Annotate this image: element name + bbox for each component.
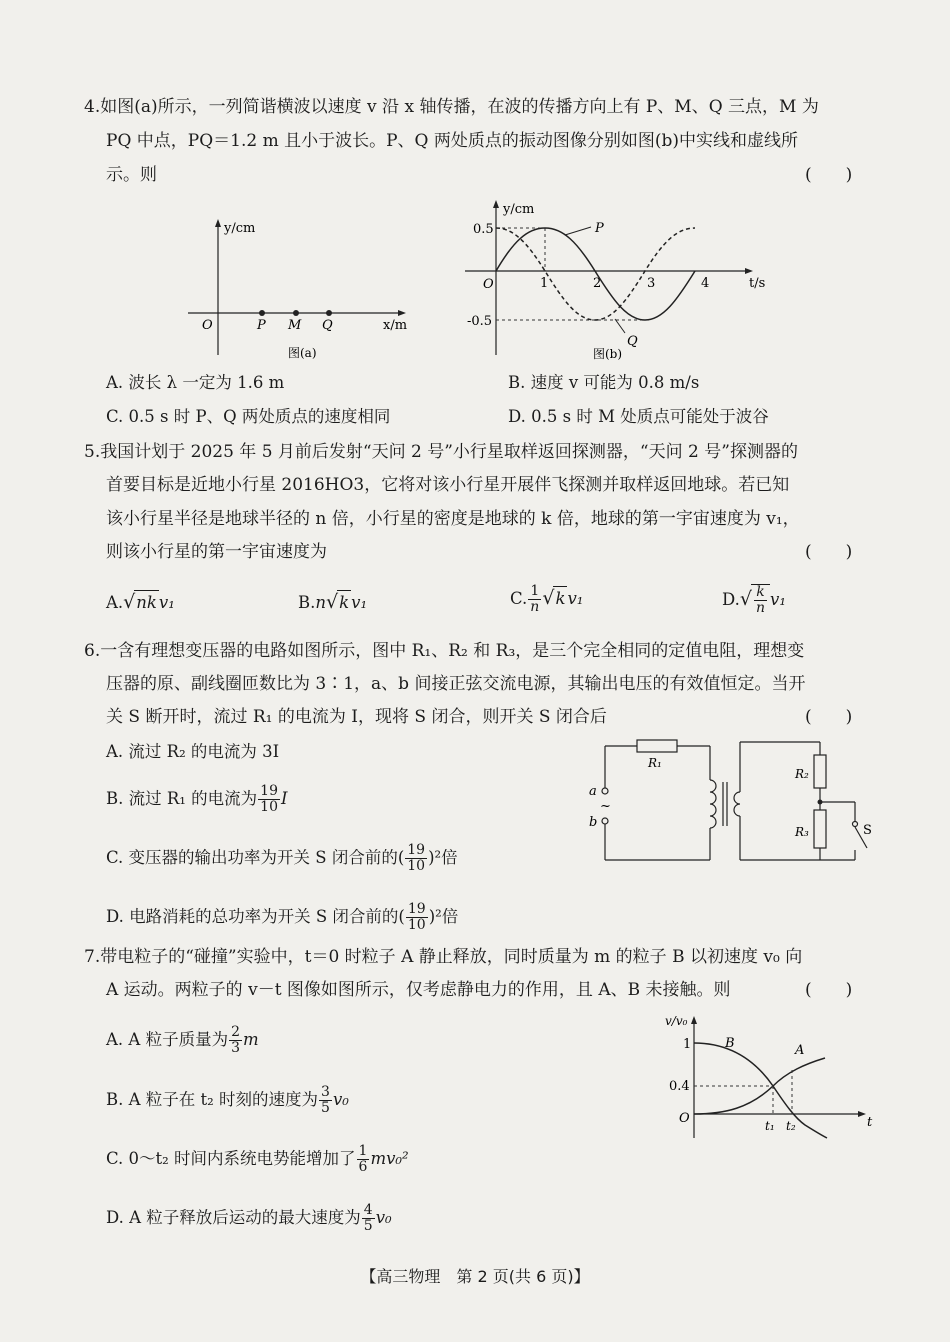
point-q — [326, 310, 332, 316]
fig-b-y-label: y/cm — [503, 202, 535, 217]
fig-a-label-q: Q — [322, 318, 333, 333]
curve-b — [694, 1043, 827, 1138]
q4-line-1: 4.如图(a)所示，一列简谐横波以速度 v 沿 x 轴传播，在波的传播方向上有 P、M、Q 三点，M 为 — [84, 97, 819, 117]
q6-answer-paren: ( ) — [805, 707, 853, 727]
terminal-b — [602, 818, 608, 824]
q5-option-b: B.n√k v₁ — [298, 591, 368, 613]
q6-option-d: D. 电路消耗的总功率为开关 S 闭合前的( $\frac{19}{10}$ )²倍 — [106, 901, 459, 933]
q6-line-2: 压器的原、副线圈匝数比为 3∶1，a、b 间接正弦交流电源，其输出电压的有效值恒定。当开 — [106, 674, 806, 694]
q5-option-a: A.√nk v₁ — [106, 591, 175, 613]
fig-b-y-arrow — [493, 200, 499, 208]
resistor-r1 — [637, 740, 677, 752]
vt-label-a: A — [795, 1043, 805, 1058]
q7-option-a: A. A 粒子质量为 $\frac{2}{3}$ m — [106, 1024, 259, 1056]
resistor-r3 — [814, 810, 826, 848]
q6-circuit — [585, 730, 885, 870]
q6-line-1: 6.一含有理想变压器的电路如图所示，图中 R₁、R₂ 和 R₃，是三个完全相同的定值电阻，理想变 — [84, 641, 805, 661]
fig-a-origin: O — [202, 318, 213, 333]
primary-coil — [710, 780, 716, 828]
curve-p-solid — [496, 228, 695, 320]
fig-b-tick-2: 2 — [593, 276, 602, 291]
fig-b-tick-pos: 0.5 — [473, 222, 494, 237]
q4-option-b: B. 速度 v 可能为 0.8 m/s — [508, 373, 700, 392]
fig-b-tick-3: 3 — [647, 276, 656, 291]
q5-option-d: D.√ $\frac{k}{n}$ v₁ — [722, 584, 786, 616]
q5-option-c: C. $\frac{1}{n}$ √k v₁ — [510, 583, 584, 615]
q7-option-b: B. A 粒子在 t₂ 时刻的速度为 $\frac{3}{5}$ v₀ — [106, 1084, 349, 1116]
vt-y-label: v/v₀ — [665, 1014, 688, 1028]
q7-vt-graph — [655, 1010, 885, 1145]
q4-option-a: A. 波长 λ 一定为 1.6 m — [106, 373, 285, 392]
q7-option-c: C. 0～t₂ 时间内系统电势能增加了 $\frac{1}{6}$ mv₀² — [106, 1143, 409, 1175]
q4-option-c: C. 0.5 s 时 P、Q 两处质点的速度相同 — [106, 407, 391, 426]
q7-line-2: A 运动。两粒子的 v－t 图像如图所示，仅考虑静电力的作用，且 A、B 未接触。则 — [106, 980, 731, 1000]
vt-label-b: B — [725, 1036, 735, 1051]
fig-a-y-arrow — [215, 219, 221, 227]
point-p — [259, 310, 265, 316]
leader-q — [615, 319, 625, 333]
q5-line-1: 5.我国计划于 2025 年 5 月前后发射“天问 2 号”小行星取样返回探测器，“天问 2 号”探测器的 — [84, 442, 798, 462]
label-r2: R₂ — [795, 767, 809, 781]
q6-option-b: B. 流过 R₁ 的电流为 $\frac{19}{10}$ I — [106, 783, 288, 815]
q4-option-d: D. 0.5 s 时 M 处质点可能处于波谷 — [508, 407, 769, 426]
vt-t1: t₁ — [765, 1119, 775, 1133]
fig-a-x-label: x/m — [383, 318, 408, 333]
q5-line-3: 该小行星半径是地球半径的 n 倍，小行星的密度是地球的 k 倍，地球的第一宇宙速度为 v₁， — [106, 509, 800, 529]
label-r1: R₁ — [648, 756, 662, 770]
fig-a-x-arrow — [398, 310, 406, 316]
secondary-coil — [734, 792, 740, 816]
fig-b-tick-neg: -0.5 — [467, 314, 493, 329]
fig-a-label-p: P — [257, 318, 266, 333]
label-s: S — [863, 823, 872, 838]
curve-q-dashed — [496, 228, 695, 320]
fig-b-x-label: t/s — [749, 276, 766, 291]
page-footer: 【高三物理 第 2 页(共 6 页)】 — [360, 1267, 590, 1286]
q7-answer-paren: ( ) — [805, 980, 853, 1000]
fig-a-caption: 图(a) — [288, 346, 317, 360]
vt-t-arrow — [858, 1111, 866, 1117]
q6-option-a: A. 流过 R₂ 的电流为 3I — [106, 742, 280, 761]
vt-t2: t₂ — [786, 1119, 796, 1133]
fig-a-label-m: M — [288, 318, 302, 333]
vt-y-arrow — [691, 1016, 697, 1024]
vt-tick-1: 1 — [683, 1037, 692, 1052]
terminal-a — [602, 788, 608, 794]
q4-answer-paren: ( ) — [805, 165, 853, 185]
q4-figure-b — [465, 195, 785, 365]
vt-tick-04: 0.4 — [669, 1079, 690, 1094]
q6-option-c: C. 变压器的输出功率为开关 S 闭合前的( $\frac{19}{10}$ )²倍 — [106, 842, 458, 874]
leader-p — [565, 227, 591, 235]
fig-b-tick-1: 1 — [540, 276, 549, 291]
label-b: b — [589, 815, 598, 830]
q6-line-3: 关 S 断开时，流过 R₁ 的电流为 I，现将 S 闭合，则开关 S 闭合后 — [106, 707, 607, 727]
vt-origin: O — [679, 1111, 690, 1126]
fig-b-origin: O — [483, 277, 494, 292]
q4-line-2: PQ 中点，PQ＝1.2 m 且小于波长。P、Q 两处质点的振动图像分别如图(b)中实线和虚线所 — [106, 131, 799, 151]
fig-a-y-label: y/cm — [224, 221, 256, 236]
q5-line-2: 首要目标是近地小行星 2016HO3，它将对该小行星开展伴飞探测并取样返回地球。若已知 — [106, 475, 790, 495]
fig-b-label-p: P — [595, 221, 604, 236]
fig-b-t-arrow — [745, 268, 753, 274]
q4-line-3: 示。则 — [106, 165, 157, 185]
label-a: a — [589, 784, 597, 799]
label-r3: R₃ — [795, 825, 809, 839]
fig-b-label-q: Q — [627, 334, 638, 349]
vt-x-label: t — [867, 1115, 873, 1130]
label-ac: ~ — [600, 799, 611, 814]
fig-b-caption: 图(b) — [593, 347, 623, 361]
q5-answer-paren: ( ) — [805, 542, 853, 562]
point-m — [293, 310, 299, 316]
fig-b-tick-4: 4 — [701, 276, 710, 291]
q7-line-1: 7.带电粒子的“碰撞”实验中，t＝0 时粒子 A 静止释放，同时质量为 m 的粒子 B 以初速度 v₀ 向 — [84, 947, 803, 967]
q4-figure-a — [180, 205, 420, 365]
resistor-r2 — [814, 755, 826, 788]
q5-line-4: 则该小行星的第一宇宙速度为 — [106, 542, 327, 562]
q7-option-d: D. A 粒子释放后运动的最大速度为 $\frac{4}{5}$ v₀ — [106, 1202, 392, 1234]
